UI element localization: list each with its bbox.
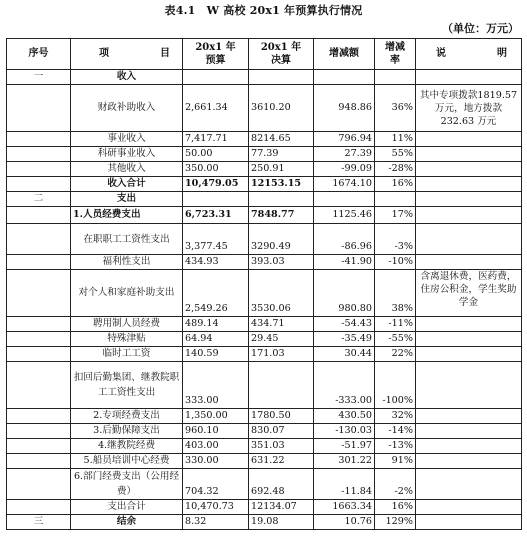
row-change: -99.09	[314, 162, 375, 177]
row-actual: 77.39	[249, 147, 314, 162]
row-actual: 250.91	[249, 162, 314, 177]
header-project-b: 目	[160, 48, 170, 59]
table-row	[7, 332, 522, 347]
row-budget: 2,661.34	[183, 85, 249, 132]
row-change: -86.96	[314, 224, 375, 255]
row-item: 特殊津贴	[71, 332, 183, 347]
row-rate: 16%	[375, 500, 416, 515]
row-budget: 6,723.31	[183, 207, 249, 224]
row-actual: 1780.50	[249, 409, 314, 424]
row-rate: -2%	[375, 469, 416, 500]
row-change: -41.90	[314, 255, 375, 270]
row-change: 1663.34	[314, 500, 375, 515]
table-row	[7, 500, 522, 515]
row-note	[416, 207, 522, 224]
row-seq: 三	[7, 515, 71, 530]
table-row	[7, 469, 522, 500]
row-budget: 960.10	[183, 424, 249, 439]
row-budget: 3,377.45	[183, 224, 249, 255]
row-actual: 830.07	[249, 424, 314, 439]
row-rate: 36%	[375, 85, 416, 132]
row-change: -333.00	[314, 362, 375, 409]
row-rate: 22%	[375, 347, 416, 362]
row-actual: 8214.65	[249, 132, 314, 147]
row-item: 收入合计	[71, 177, 183, 192]
table-row	[7, 207, 522, 224]
row-item: 6.部门经费支出（公用经费）	[71, 469, 183, 500]
row-actual	[249, 362, 314, 409]
table-row	[7, 85, 522, 132]
table-row	[7, 147, 522, 162]
row-item: 3.后勤保障支出	[71, 424, 183, 439]
row-item: 临时工工资	[71, 347, 183, 362]
row-actual: 12134.07	[249, 500, 314, 515]
row-change: 27.39	[314, 147, 375, 162]
header-project-a: 项	[99, 48, 109, 59]
row-change: 1125.46	[314, 207, 375, 224]
row-change: 948.86	[314, 85, 375, 132]
row-rate: 91%	[375, 454, 416, 469]
row-budget: 1,350.00	[183, 409, 249, 424]
row-rate: 16%	[375, 177, 416, 192]
row-note	[416, 162, 522, 177]
table-row	[7, 70, 522, 85]
row-note	[416, 500, 522, 515]
row-actual: 171.03	[249, 347, 314, 362]
row-budget: 2,549.26	[183, 270, 249, 317]
row-note	[416, 439, 522, 454]
row-item: 福利性支出	[71, 255, 183, 270]
row-actual: 7848.77	[249, 207, 314, 224]
row-change: -35.49	[314, 332, 375, 347]
row-budget: 333.00	[183, 362, 249, 409]
unit-label: （单位：万元）	[442, 22, 519, 35]
row-change: 10.76	[314, 515, 375, 530]
table-row	[7, 362, 522, 409]
header-budget: 20x1 年 预算	[183, 39, 249, 70]
row-budget: 403.00	[183, 439, 249, 454]
row-change: -51.97	[314, 439, 375, 454]
row-item: 扣回后勤集团、继教院职工工资性支出	[71, 362, 183, 409]
table-row	[7, 424, 522, 439]
table-row	[7, 224, 522, 255]
row-actual: 351.03	[249, 439, 314, 454]
row-actual: 3610.20	[249, 85, 314, 132]
header-rate: 增减 率	[375, 39, 416, 70]
header-change: 增减额	[314, 39, 375, 70]
row-note	[416, 515, 522, 530]
header-actual: 20x1 年 决算	[249, 39, 314, 70]
row-change: 796.94	[314, 132, 375, 147]
row-item: 其他收入	[71, 162, 183, 177]
row-rate: -28%	[375, 162, 416, 177]
row-change: 30.44	[314, 347, 375, 362]
row-budget: 50.00	[183, 147, 249, 162]
row-change: -54.43	[314, 317, 375, 332]
row-budget: 434.93	[183, 255, 249, 270]
row-item: 支出	[71, 192, 183, 207]
row-actual: 12153.15	[249, 177, 314, 192]
row-note	[416, 177, 522, 192]
row-item: 结余	[71, 515, 183, 530]
row-note	[416, 317, 522, 332]
budget-execution-table	[6, 38, 522, 530]
row-seq: 一	[7, 70, 71, 85]
row-note	[416, 424, 522, 439]
row-rate: -55%	[375, 332, 416, 347]
table-row	[7, 454, 522, 469]
header-note-b: 明	[497, 48, 507, 59]
header-note	[416, 39, 522, 70]
row-item: 聘用制人员经费	[71, 317, 183, 332]
row-rate: 129%	[375, 515, 416, 530]
row-item: 对个人和家庭补助支出	[71, 270, 183, 317]
table-row	[7, 515, 522, 530]
row-budget: 330.00	[183, 454, 249, 469]
row-note	[416, 224, 522, 255]
row-item: 1.人员经费支出	[71, 207, 183, 224]
row-seq: 二	[7, 192, 71, 207]
row-note: 含离退休费，医药费，住房公积金，学生奖助学金	[416, 270, 522, 317]
row-actual: 3290.49	[249, 224, 314, 255]
table-row	[7, 317, 522, 332]
row-budget: 140.59	[183, 347, 249, 362]
table-row	[7, 270, 522, 317]
row-item: 5.船员培训中心经费	[71, 454, 183, 469]
row-budget: 489.14	[183, 317, 249, 332]
row-rate: -11%	[375, 317, 416, 332]
row-actual: 19.08	[249, 515, 314, 530]
row-note	[416, 132, 522, 147]
table-row	[7, 255, 522, 270]
row-item: 财政补助收入	[71, 85, 183, 132]
table-row	[7, 347, 522, 362]
row-rate: 11%	[375, 132, 416, 147]
row-note	[416, 347, 522, 362]
header-note-a: 说	[436, 48, 446, 59]
row-budget: 10,479.05	[183, 177, 249, 192]
row-note	[416, 147, 522, 162]
row-note	[416, 469, 522, 500]
row-budget: 10,470.73	[183, 500, 249, 515]
table-row	[7, 192, 522, 207]
row-note: 其中专项拨款1819.57 万元，地方拨款 232.63 万元	[416, 85, 522, 132]
table-caption: 表4.1 W 高校 20x1 年预算执行情况	[164, 4, 363, 17]
row-budget: 64.94	[183, 332, 249, 347]
row-actual: 393.03	[249, 255, 314, 270]
row-item: 在职职工工资性支出	[71, 224, 183, 255]
row-change: 301.22	[314, 454, 375, 469]
row-actual: 29.45	[249, 332, 314, 347]
row-item: 事业收入	[71, 132, 183, 147]
row-note	[416, 255, 522, 270]
table-row	[7, 162, 522, 177]
row-note	[416, 362, 522, 409]
header-row	[7, 39, 522, 70]
row-rate: -14%	[375, 424, 416, 439]
row-item: 支出合计	[71, 500, 183, 515]
table-row	[7, 132, 522, 147]
row-item: 2.专项经费支出	[71, 409, 183, 424]
row-change: 1674.10	[314, 177, 375, 192]
row-rate: -100%	[375, 362, 416, 409]
row-change: 430.50	[314, 409, 375, 424]
row-note	[416, 454, 522, 469]
row-actual: 631.22	[249, 454, 314, 469]
row-rate: 32%	[375, 409, 416, 424]
header-project	[71, 39, 183, 70]
row-change: 980.80	[314, 270, 375, 317]
row-budget: 8.32	[183, 515, 249, 530]
row-item: 4.继教院经费	[71, 439, 183, 454]
row-rate: -3%	[375, 224, 416, 255]
table-row	[7, 177, 522, 192]
row-rate: 38%	[375, 270, 416, 317]
row-note	[416, 409, 522, 424]
table-row	[7, 409, 522, 424]
row-change: -11.84	[314, 469, 375, 500]
row-rate: 55%	[375, 147, 416, 162]
row-budget: 704.32	[183, 469, 249, 500]
row-rate: -13%	[375, 439, 416, 454]
row-budget: 350.00	[183, 162, 249, 177]
row-rate: -10%	[375, 255, 416, 270]
row-item: 收入	[71, 70, 183, 85]
row-item: 科研事业收入	[71, 147, 183, 162]
row-actual: 434.71	[249, 317, 314, 332]
header-seq: 序号	[7, 39, 71, 70]
row-actual: 3530.06	[249, 270, 314, 317]
row-note	[416, 332, 522, 347]
row-change: -130.03	[314, 424, 375, 439]
row-rate: 17%	[375, 207, 416, 224]
row-budget: 7,417.71	[183, 132, 249, 147]
table-row	[7, 439, 522, 454]
row-actual: 692.48	[249, 469, 314, 500]
